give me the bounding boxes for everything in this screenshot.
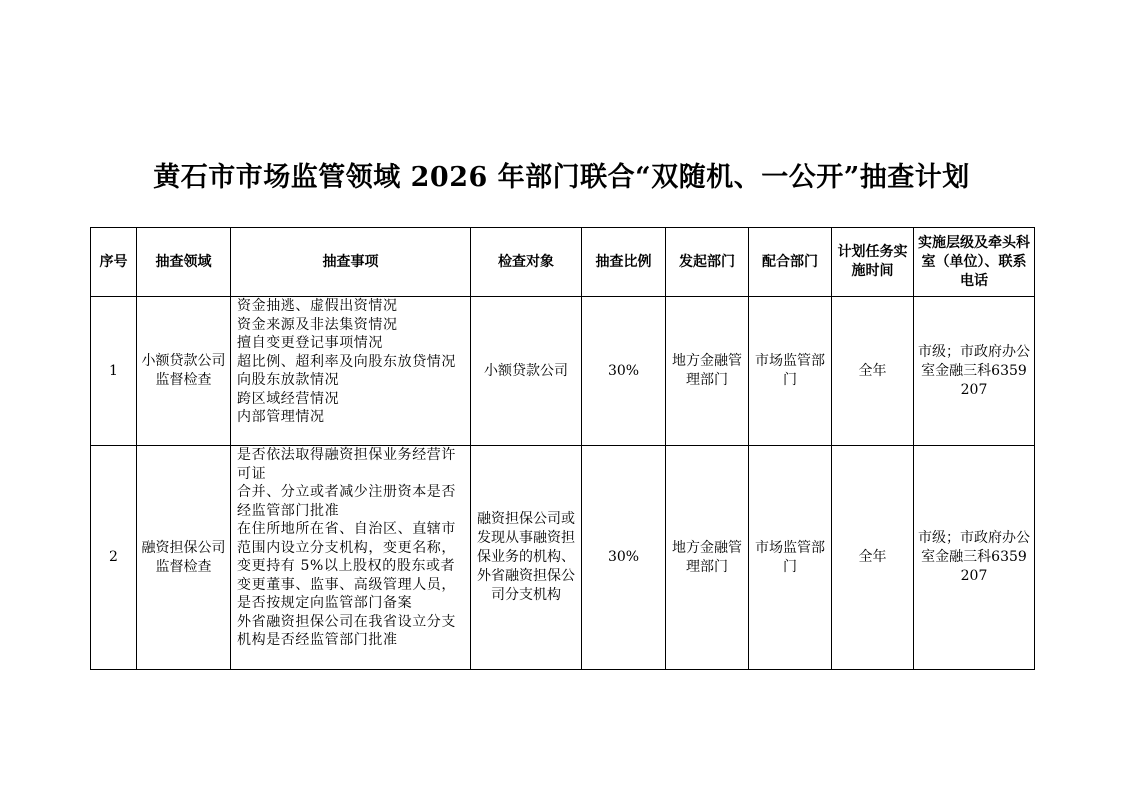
cell-no: 1 [91, 297, 137, 446]
cell-time: 全年 [832, 297, 914, 446]
inspection-item: 外省融资担保公司在我省设立分支机构是否经监管部门批准 [237, 613, 456, 648]
inspection-item: 合并、分立或者减少注册资本是否经监管部门批准 [237, 484, 456, 519]
header-time: 计划任务实施时间 [832, 228, 914, 297]
table-header-row [91, 228, 1035, 297]
header-partner: 配合部门 [749, 228, 832, 297]
inspection-item: 在住所地所在省、自治区、直辖市范围内设立分支机构，变更名称，变更持有 5%以上股权的股东或者变更董事、监事、高级管理人员，是否按规定向监管部门备案 [237, 521, 456, 611]
header-field: 抽查领域 [137, 228, 231, 297]
inspection-item: 内部管理情况 [237, 409, 325, 425]
header-items: 抽查事项 [231, 228, 471, 297]
inspection-item: 超比例、超利率及向股东放贷情况 [237, 353, 456, 370]
inspection-item: 是否依法取得融资担保业务经营许可证 [237, 447, 456, 482]
header-contact: 实施层级及牵头科室（单位）、联系电话 [914, 228, 1035, 297]
cell-contact: 市级；市政府办公室金融三科6359207 [914, 297, 1035, 446]
header-ratio: 抽查比例 [582, 228, 666, 297]
cell-time: 全年 [832, 446, 914, 670]
cell-target: 融资担保公司或发现从事融资担保业务的机构、外省融资担保公司分支机构 [471, 446, 582, 670]
cell-items [231, 297, 471, 446]
inspection-plan-table [90, 227, 1035, 670]
cell-field: 融资担保公司监督检查 [137, 446, 231, 670]
inspection-item: 跨区域经营情况 [237, 390, 340, 407]
cell-ratio: 30% [582, 446, 666, 670]
header-no: 序号 [91, 228, 137, 297]
inspection-item: 擅自变更登记事项情况 [237, 335, 383, 351]
header-target: 检查对象 [471, 228, 582, 297]
inspection-item: 资金来源及非法集资情况 [237, 316, 398, 333]
cell-field: 小额贷款公司监督检查 [137, 297, 231, 446]
header-initiator: 发起部门 [666, 228, 749, 297]
page-title: 黄石市市场监管领域 2026 年部门联合“双随机、一公开”抽查计划 [153, 162, 970, 193]
cell-contact: 市级；市政府办公室金融三科6359207 [914, 446, 1035, 670]
cell-target: 小额贷款公司 [471, 297, 582, 446]
table-row [91, 446, 1035, 670]
inspection-item: 资金抽逃、虚假出资情况 [237, 298, 398, 314]
inspection-item: 向股东放款情况 [237, 372, 340, 388]
cell-initiator: 地方金融管理部门 [666, 297, 749, 446]
cell-partner: 市场监管部门 [749, 446, 832, 670]
table-row [91, 297, 1035, 446]
cell-no: 2 [91, 446, 137, 670]
cell-initiator: 地方金融管理部门 [666, 446, 749, 670]
cell-items [231, 446, 471, 670]
cell-partner: 市场监管部门 [749, 297, 832, 446]
cell-ratio: 30% [582, 297, 666, 446]
